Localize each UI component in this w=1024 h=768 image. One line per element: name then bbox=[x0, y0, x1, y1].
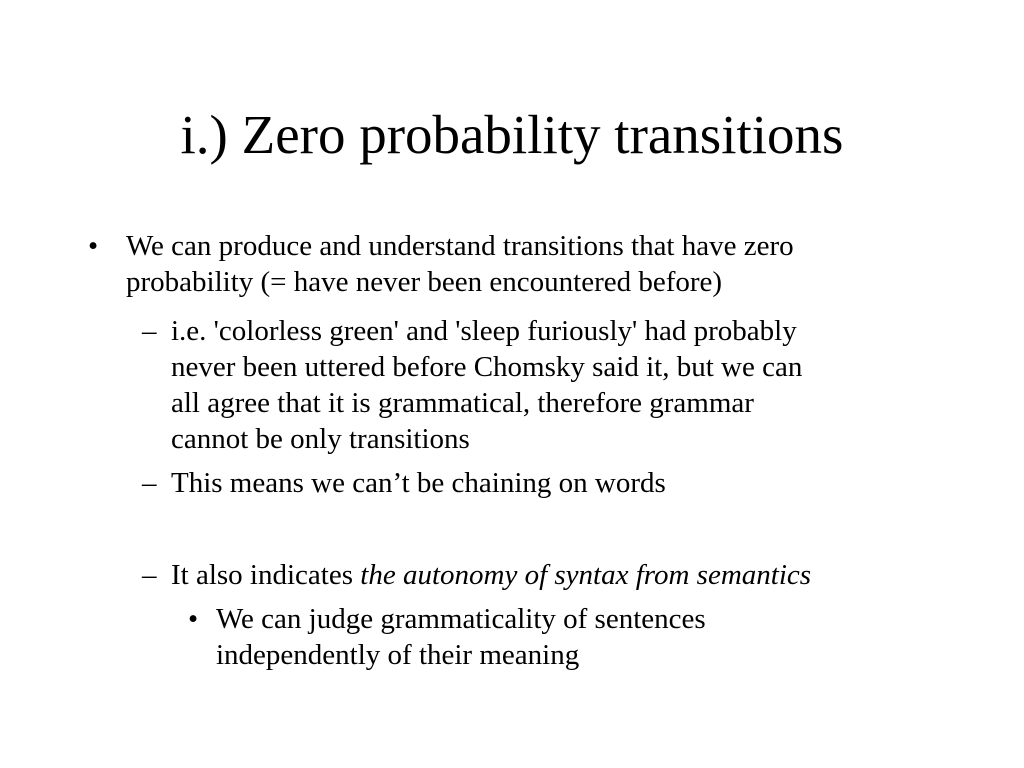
sub-3-plain-text: It also indicates bbox=[171, 559, 361, 591]
sub-bullet-text-3 bbox=[171, 557, 811, 593]
subsub-1-line-2: independently of their meaning bbox=[216, 639, 580, 671]
subsub-1-line-1: We can judge grammaticality of sentences bbox=[216, 603, 706, 635]
dash-marker: – bbox=[142, 467, 157, 499]
bullet-1-line-1: We can produce and understand transitions that have zero bbox=[126, 230, 794, 262]
bullet-marker: • bbox=[188, 603, 199, 635]
sub-1-line-1: i.e. 'colorless green' and 'sleep furiously' had probably bbox=[171, 315, 797, 347]
bullet-marker: • bbox=[88, 230, 99, 262]
sub-1-line-3: all agree that it is grammatical, therefore grammar bbox=[171, 387, 754, 419]
sub-bullet-text-1 bbox=[171, 313, 802, 457]
sub-1-line-2: never been uttered before Chomsky said it, but we can bbox=[171, 351, 803, 383]
sub-bullet-text-2: This means we can’t be chaining on words bbox=[171, 467, 666, 499]
sub-1-line-4: cannot be only transitions bbox=[171, 423, 470, 455]
dash-marker: – bbox=[142, 315, 157, 347]
sub-3-italic-text: the autonomy of syntax from semantics bbox=[360, 559, 812, 591]
slide-title: i.) Zero probability transitions bbox=[180, 104, 844, 165]
dash-marker: – bbox=[142, 559, 157, 591]
subsub-bullet-text-1 bbox=[216, 601, 706, 673]
bullet-text-1 bbox=[126, 228, 794, 300]
bullet-1-line-2: probability (= have never been encountered before) bbox=[126, 266, 723, 298]
